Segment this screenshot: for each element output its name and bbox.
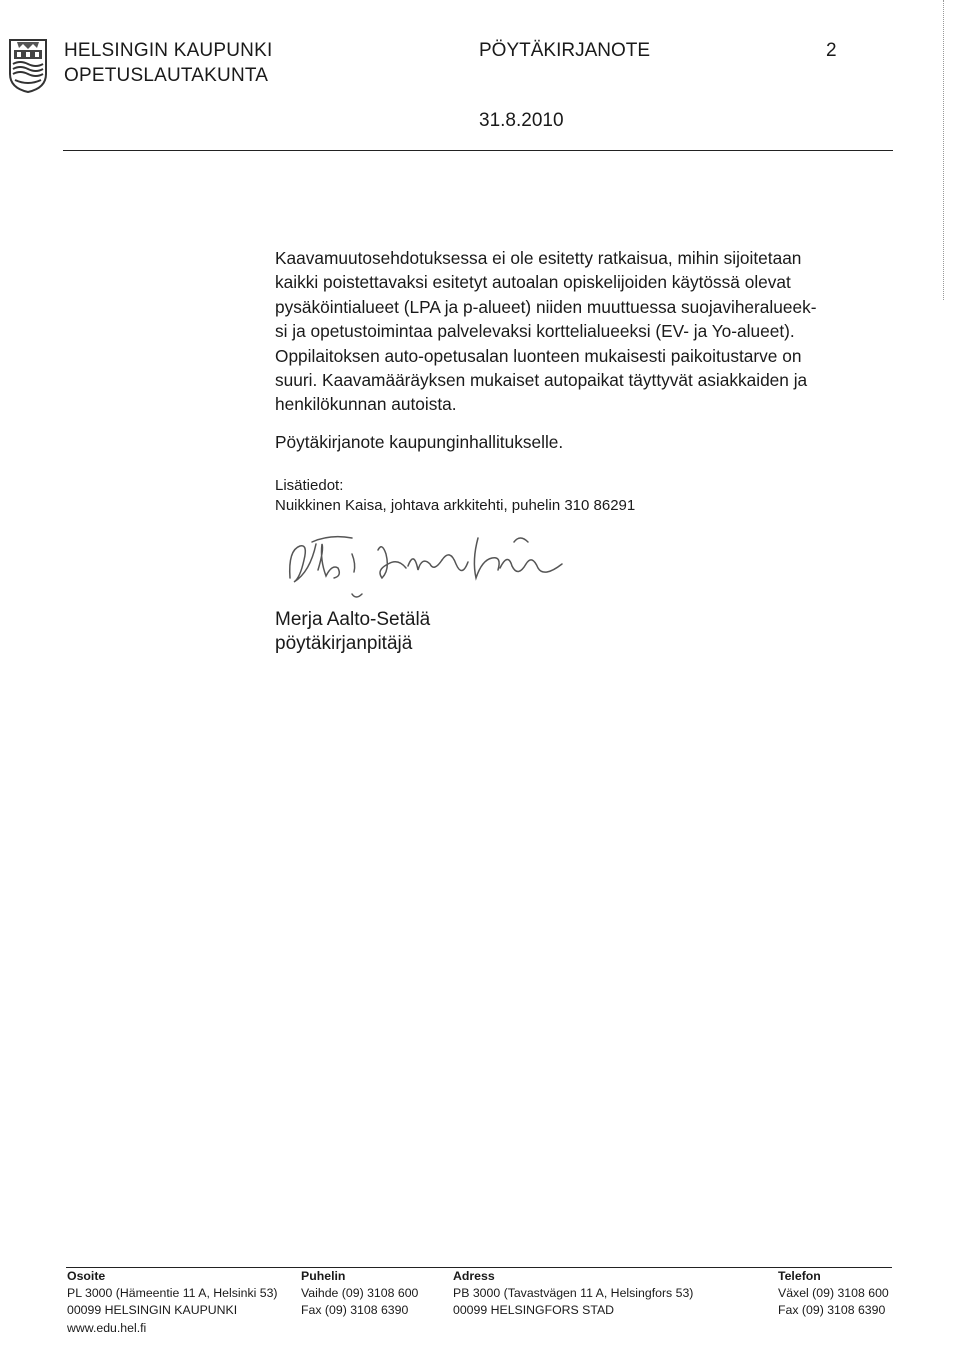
organization-name (64, 38, 272, 88)
body-line: kaikki poistettavaksi esitetyt autoalan opiskelijoiden käytössä olevat (275, 272, 791, 293)
body-line: henkilökunnan autoista. (275, 394, 457, 415)
footer-address-column (67, 1268, 278, 1337)
body-line: Oppilaitoksen auto-opetusalan luonteen mukaisesti paikoitustarve on (275, 345, 802, 366)
page-number: 2 (826, 40, 837, 61)
footer-line: 00099 HELSINGIN KAUPUNKI (67, 1303, 238, 1318)
footer-line: Fax (09) 3108 6390 (778, 1303, 886, 1318)
body-line: si ja opetustoimintaa palvelevaksi korttelialueeksi (EV- ja Yo-alueet). (275, 321, 795, 342)
signer-name: Merja Aalto-Setälä (275, 609, 431, 630)
footer-heading: Adress (453, 1269, 495, 1283)
footer-line: 00099 HELSINGFORS STAD (453, 1303, 615, 1318)
document-date: 31.8.2010 (479, 110, 564, 131)
header-divider (63, 150, 893, 151)
footer-website-link[interactable]: www.edu.hel.fi (67, 1320, 147, 1335)
info-label: Lisätiedot: (275, 477, 344, 494)
org-line-2: OPETUSLAUTAKUNTA (64, 65, 269, 86)
footer-line: Fax (09) 3108 6390 (301, 1303, 409, 1318)
body-line: Kaavamuutosehdotuksessa ei ole esitetty ratkaisua, mihin sijoitetaan (275, 248, 802, 268)
footer-heading: Telefon (778, 1269, 821, 1283)
body-line: pysäköintialueet (LPA ja p-alueet) niiden muuttuessa suojaviheralueek- (275, 296, 817, 317)
footer-heading: Puhelin (301, 1269, 346, 1283)
scan-edge-line (943, 0, 944, 300)
recipient-note: Pöytäkirjanote kaupunginhallitukselle. (275, 432, 564, 452)
footer-phone-sv-column (778, 1268, 889, 1320)
org-line-1: HELSINGIN KAUPUNKI (64, 40, 273, 61)
handwritten-signature (282, 520, 582, 610)
footer-phone-column (301, 1268, 418, 1320)
footer-line: PL 3000 (Hämeentie 11 A, Helsinki 53) (67, 1286, 278, 1301)
footer-line: PB 3000 (Tavastvägen 11 A, Helsingfors 53) (453, 1286, 694, 1301)
body-line: suuri. Kaavamääräyksen mukaiset autopaikat täyttyvät asiakkaiden ja (275, 370, 808, 391)
footer-address-sv-column (453, 1268, 693, 1320)
footer-line: Växel (09) 3108 600 (778, 1286, 889, 1301)
body-paragraph (275, 246, 895, 417)
footer-line: Vaihde (09) 3108 600 (301, 1286, 419, 1301)
info-contact: Nuikkinen Kaisa, johtava arkkitehti, puhelin 310 86291 (275, 497, 636, 514)
city-crest-icon (8, 38, 48, 94)
footer-heading: Osoite (67, 1269, 106, 1283)
signer-title: pöytäkirjanpitäjä (275, 633, 413, 654)
document-type: PÖYTÄKIRJANOTE (479, 40, 651, 61)
